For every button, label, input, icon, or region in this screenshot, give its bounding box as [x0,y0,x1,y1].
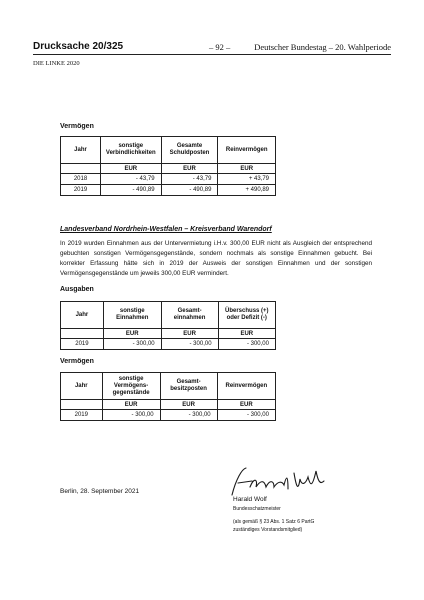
column-header: Gesamt-besitzposten [160,373,217,400]
drucksache-number: Drucksache 20/325 [33,41,124,52]
unit-cell: EUR [161,329,218,339]
column-header: Reinvermögen [217,373,275,400]
column-header: sonstige Vermögens-gegenstände [102,373,160,400]
value-cell: - 43,79 [101,174,162,185]
column-header: Reinvermögen [218,137,276,164]
value-cell: + 490,89 [218,185,276,196]
explanation-paragraph: In 2019 wurden Einnahmen aus der Untervermietung i.H.v. 300,00 EUR nicht als Ausgleich der entsprechend gebuchten sonstigen Vermögensgegenstände, sondern nochmals als sonstige Einnahmen gebucht. Bei korrekter Erfassung hätte sich in 2019 der Ausweis der sonstigen Einnahmen und der sonstigen Vermögensgegenstände um jeweils 300,00 EUR vermindert. [60,240,372,277]
section-heading-landesverband: Landesverband Nordrhein-Westfalen – Kreisverband Warendorf [60,226,272,233]
value-cell: - 490,89 [101,185,162,196]
year-cell: 2019 [61,410,103,421]
signer-note: (als gemäß § 23 Abs. 1 Satz 6 PartG zuständiges Vorstandsmitglied) [233,519,315,533]
column-header: Jahr [61,137,101,164]
table-vermoegen-1 [60,136,276,196]
table-header-row [61,302,276,329]
column-header: Gesamt-einnahmen [161,302,218,329]
unit-row [61,329,276,339]
unit-cell: EUR [217,400,275,410]
signer-name: Harald Wolf [233,496,267,503]
unit-cell [61,400,103,410]
unit-cell: EUR [160,400,217,410]
value-cell: + 43,79 [218,174,276,185]
column-header: sonstige Verbindlichkeiten [101,137,162,164]
place-date: Berlin, 28. September 2021 [60,488,140,495]
section-heading-vermoegen-1: Vermögen [60,123,94,130]
value-cell: - 300,00 [160,410,217,421]
value-cell: - 300,00 [217,410,275,421]
year-cell: 2018 [61,174,101,185]
table-row [61,174,276,185]
page-number: – 92 – [209,42,231,52]
value-cell: - 300,00 [161,339,218,350]
column-header: Gesamte Schuldposten [161,137,218,164]
unit-cell: EUR [218,164,276,174]
unit-cell: EUR [101,164,162,174]
value-cell: - 490,89 [161,185,218,196]
year-cell: 2019 [61,339,104,350]
column-header: Jahr [61,373,103,400]
publisher-label: Deutscher Bundestag – 20. Wahlperiode [254,42,391,52]
page-header [33,40,391,55]
unit-row [61,400,276,410]
signer-role: Bundesschatzmeister [233,506,281,512]
unit-cell: EUR [161,164,218,174]
party-label: DIE LINKE 2020 [33,60,80,67]
table-vermoegen-2 [60,372,276,421]
value-cell: - 300,00 [103,339,161,350]
value-cell: - 300,00 [218,339,275,350]
table-row [61,185,276,196]
value-cell: - 300,00 [102,410,160,421]
handwritten-signature [228,465,328,499]
table-header-row [61,373,276,400]
column-header: Überschuss (+) oder Defizit (-) [218,302,275,329]
unit-cell: EUR [102,400,160,410]
column-header: sonstige Einnahmen [103,302,161,329]
section-heading-ausgaben: Ausgaben [60,286,94,293]
value-cell: - 43,79 [161,174,218,185]
unit-cell: EUR [218,329,275,339]
unit-cell [61,164,101,174]
unit-cell [61,329,104,339]
table-header-row [61,137,276,164]
table-row [61,410,276,421]
table-ausgaben [60,301,276,350]
unit-cell: EUR [103,329,161,339]
column-header: Jahr [61,302,104,329]
year-cell: 2019 [61,185,101,196]
table-row [61,339,276,350]
section-heading-vermoegen-2: Vermögen [60,358,94,365]
unit-row [61,164,276,174]
